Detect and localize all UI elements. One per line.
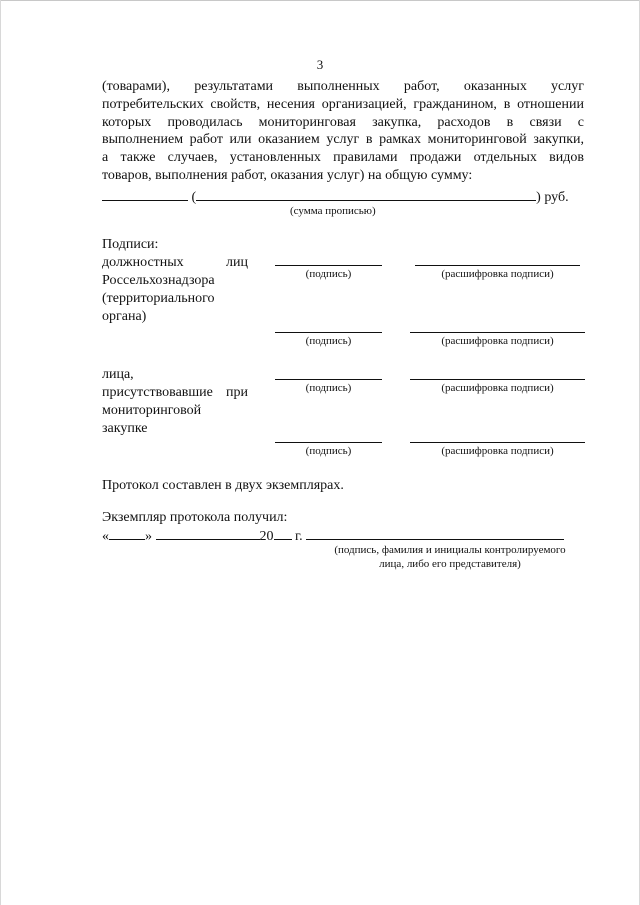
paragraph-line: (товарами), результатами выполненных работ, оказанных услуг bbox=[102, 79, 584, 94]
officials-label-word: лиц bbox=[226, 255, 248, 270]
officials-label-line: Россельхознадзора bbox=[102, 273, 215, 288]
present-label-word: присутствовавшие bbox=[102, 385, 213, 400]
paragraph-line: товаров, выполнения работ, оказания услуг) на общую сумму: bbox=[102, 167, 473, 183]
present-label-line: закупке bbox=[102, 421, 148, 436]
decoding-field[interactable] bbox=[410, 332, 585, 333]
sum-amount-field[interactable] bbox=[102, 187, 188, 201]
decoding-caption: (расшифровка подписи) bbox=[441, 445, 554, 457]
present-label-line: лица, bbox=[102, 367, 134, 382]
close-quote: » bbox=[145, 529, 152, 544]
officials-label-line bbox=[102, 254, 248, 272]
present-label-word: при bbox=[226, 385, 248, 400]
receiver-signature-field[interactable] bbox=[306, 526, 564, 540]
present-persons-label bbox=[102, 366, 248, 438]
decoding-caption: (расшифровка подписи) bbox=[441, 382, 554, 394]
sum-words-field[interactable] bbox=[196, 187, 536, 201]
paragraph-line: потребительских свойств, несения организацией, гражданином, в отношении bbox=[102, 96, 584, 112]
present-label-line: мониторинговой bbox=[102, 403, 202, 418]
day-field[interactable] bbox=[109, 526, 145, 540]
received-date-line bbox=[102, 526, 564, 545]
open-quote: « bbox=[102, 529, 109, 544]
officials-label-line: (территориального bbox=[102, 291, 215, 306]
receiver-caption-line1: (подпись, фамилия и инициалы контролируемого bbox=[334, 544, 566, 556]
signature-field[interactable] bbox=[275, 442, 382, 443]
sum-open-paren: ( bbox=[191, 190, 197, 205]
decoding-field[interactable] bbox=[410, 379, 585, 380]
officials-label-line: органа) bbox=[102, 309, 147, 324]
page-number: 3 bbox=[316, 57, 324, 72]
page-edge-left bbox=[0, 0, 1, 905]
sum-caption: (сумма прописью) bbox=[290, 205, 376, 217]
decoding-field[interactable] bbox=[415, 265, 580, 266]
paragraph-line: выполнением работ или оказанием услуг в рамках мониторинговой закупки, bbox=[102, 132, 584, 148]
decoding-caption: (расшифровка подписи) bbox=[441, 268, 554, 280]
officials-label-word: должностных bbox=[102, 255, 184, 270]
signature-caption: (подпись) bbox=[305, 268, 352, 280]
year-suffix: г. bbox=[295, 529, 303, 544]
decoding-field[interactable] bbox=[410, 442, 585, 443]
sum-close-paren: ) руб. bbox=[536, 190, 569, 205]
decoding-caption: (расшифровка подписи) bbox=[441, 335, 554, 347]
officials-label bbox=[102, 236, 248, 326]
year-field[interactable] bbox=[274, 526, 292, 540]
signature-field[interactable] bbox=[275, 265, 382, 266]
year-prefix: 20 bbox=[259, 529, 274, 544]
body-paragraph bbox=[102, 78, 584, 185]
month-field[interactable] bbox=[156, 526, 260, 540]
receiver-caption-line2: лица, либо его представителя) bbox=[379, 558, 521, 570]
received-label: Экземпляр протокола получил: bbox=[102, 510, 288, 525]
signature-caption: (подпись) bbox=[305, 335, 352, 347]
page-edge-top bbox=[0, 0, 640, 1]
present-label-line bbox=[102, 384, 248, 402]
protocol-note: Протокол составлен в двух экземплярах. bbox=[102, 478, 344, 493]
sum-line bbox=[102, 187, 569, 206]
officials-label-line: Подписи: bbox=[102, 237, 159, 252]
signature-caption: (подпись) bbox=[305, 445, 352, 457]
signature-field[interactable] bbox=[275, 379, 382, 380]
signature-field[interactable] bbox=[275, 332, 382, 333]
signature-caption: (подпись) bbox=[305, 382, 352, 394]
paragraph-line: а также случаев, установленных правилами продажи отдельных видов bbox=[102, 150, 584, 166]
paragraph-line: которых проводилась мониторинговая закупка, расходов в связи с bbox=[102, 114, 584, 130]
